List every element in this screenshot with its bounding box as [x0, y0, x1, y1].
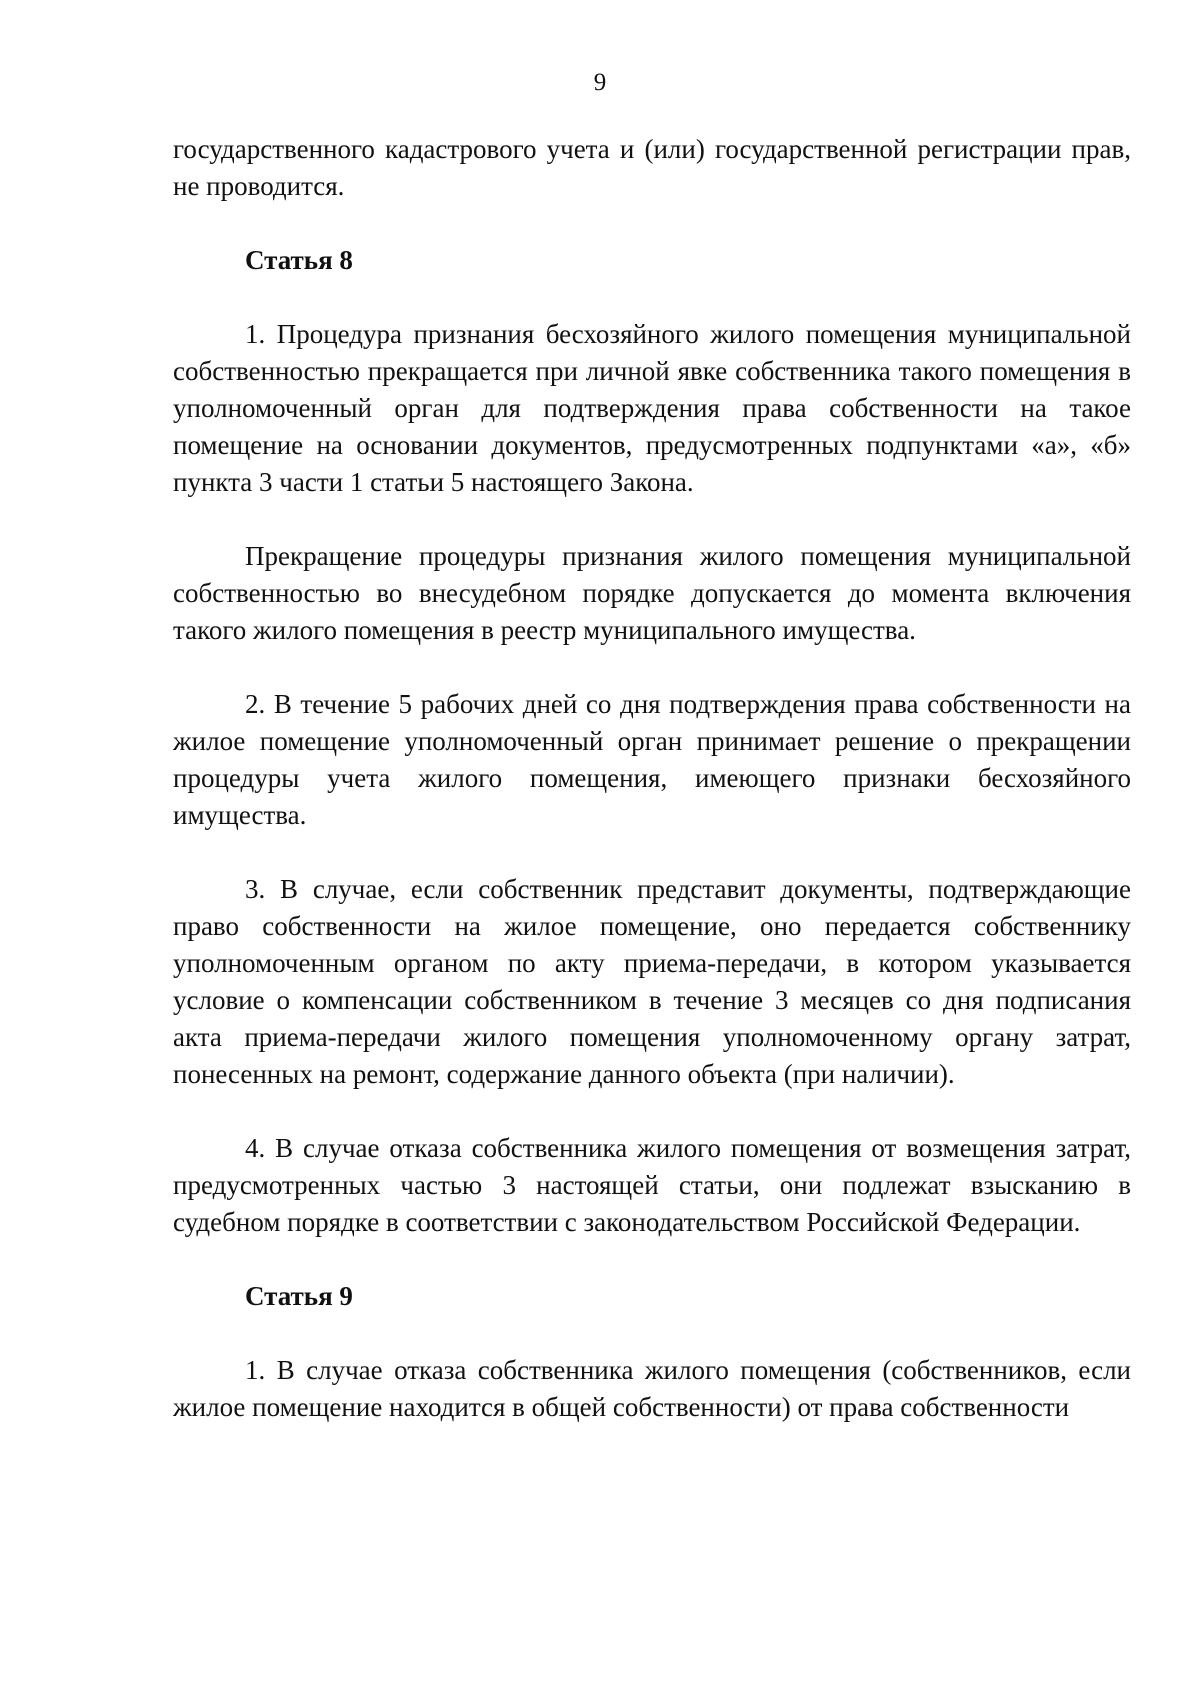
article-8-heading: Статья 8	[245, 245, 353, 275]
page-number: 9	[593, 69, 607, 96]
article-8-clause-1-termination: Прекращение процедуры признания жилого помещения муниципальной собственностью во внесудебном порядке допускается до момента включения такого жилого помещения в реестр муниципального имущества.	[173, 541, 1131, 645]
article-8-clause-3: 3. В случае, если собственник представит документы, подтверждающие право собственности на жилое помещение, оно передается собственнику уполномоченным органом по акту приема-передачи, в котором указывается условие о компенсации собственником в течение 3 месяцев со дня подписания акта приема-передачи жилого помещения уполномоченному органу затрат, понесенных на ремонт, содержание данного объекта (при наличии).	[173, 874, 1131, 1089]
paragraph-continuation: государственного кадастрового учета и (или) государственной регистрации прав, не проводится.	[173, 134, 1131, 201]
article-9-clause-1: 1. В случае отказа собственника жилого помещения (собственников, если жилое помещение находится в общей собственности) от права собственности	[173, 1355, 1131, 1422]
article-8-clause-1: 1. Процедура признания бесхозяйного жилого помещения муниципальной собственностью прекращается при личной явке собственника такого помещения в уполномоченный орган для подтверждения права собственности на такое помещение на основании документов, предусмотренных подпунктами «а», «б» пункта 3 части 1 статьи 5 настоящего Закона.	[173, 319, 1131, 497]
article-9-heading: Статья 9	[245, 1281, 353, 1311]
article-8-clause-4: 4. В случае отказа собственника жилого помещения от возмещения затрат, предусмотренных частью 3 настоящей статьи, они подлежат взысканию в судебном порядке в соответствии с законодательством Российской Федерации.	[173, 1133, 1131, 1237]
document-body	[173, 131, 1131, 1426]
article-8-clause-2: 2. В течение 5 рабочих дней со дня подтверждения права собственности на жилое помещение уполномоченный орган принимает решение о прекращении процедуры учета жилого помещения, имеющего признаки бесхозяйного имущества.	[173, 689, 1131, 830]
